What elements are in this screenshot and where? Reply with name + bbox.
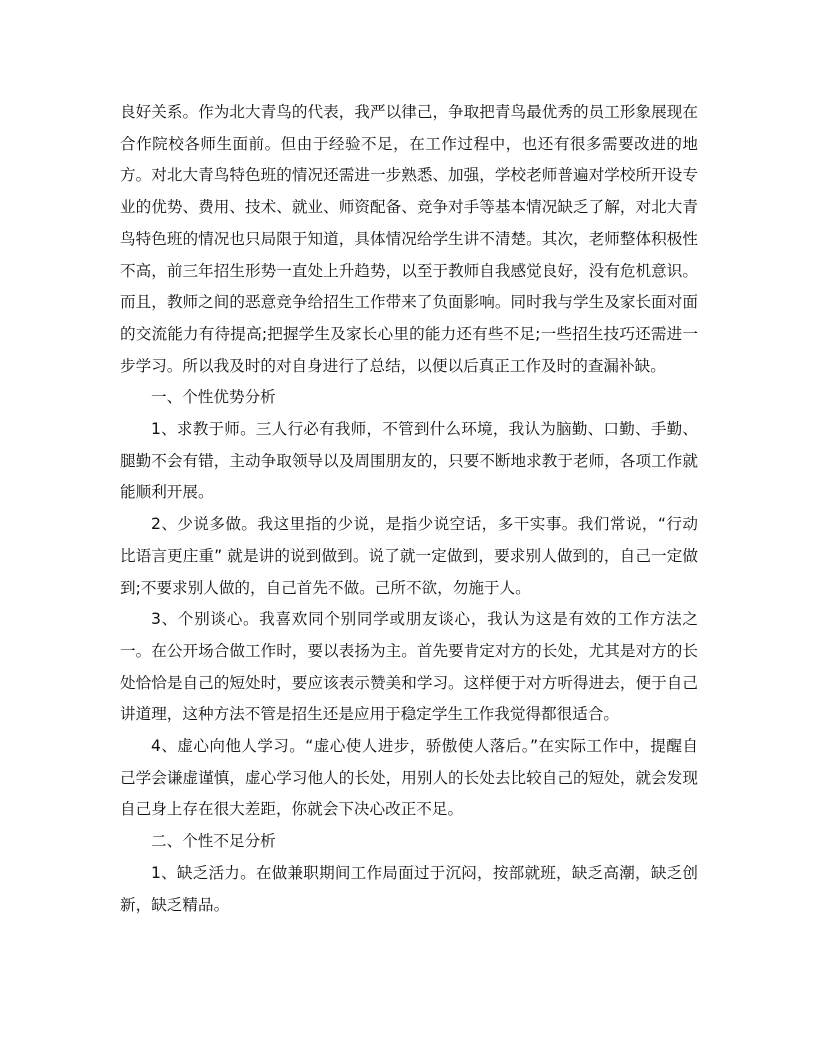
paragraph-strength-2: 2、少说多做。我这里指的少说，是指少说空话，多干实事。我们常说，“行动比语言更庄重” 就是讲的说到做到。说了就一定做到，要求别人做到的，自己一定做到;不要求别人做的，自己首先不做。己所不欲，勿施于人。 — [120, 515, 698, 597]
paragraph-continuation: 良好关系。作为北大青鸟的代表，我严以律己，争取把青鸟最优秀的员工形象展现在合作院校各师生面前。但由于经验不足，在工作过程中，也还有很多需要改进的地方。对北大青鸟特色班的情况还需进一步熟悉、加强，学校老师普遍对学校所开设专业的优势、费用、技术、就业、师资配备、竞争对手等基本情况缺乏了解，对北大青鸟特色班的情况也只局限于知道，具体情况给学生讲不清楚。其次，老师整体积极性不高，前三年招生形势一直处上升趋势，以至于教师自我感觉良好，没有危机意识。而且，教师之间的恶意竞争给招生工作带来了负面影响。同时我与学生及家长面对面的交流能力有待提高;把握学生及家长心里的能力还有些不足;一些招生技巧还需进一步学习。所以我及时的对自身进行了总结，以便以后真正工作及时的查漏补缺。 — [120, 103, 698, 375]
paragraph-strength-3: 3、个别谈心。我喜欢同个别同学或朋友谈心，我认为这是有效的工作方法之一。在公开场合做工作时，要以表扬为主。首先要肯定对方的长处，尤其是对方的长处恰恰是自己的短处时，要应该表示赞美和学习。这样便于对方听得进去，便于自己讲道理，这种方法不管是招生还是应用于稳定学生工作我觉得都很适合。 — [120, 610, 698, 724]
document-body — [120, 97, 698, 921]
paragraph-strength-4: 4、虚心向他人学习。“虚心使人进步，骄傲使人落后。”在实际工作中，提醒自己学会谦虚谨慎，虚心学习他人的长处，用别人的长处去比较自己的短处，就会发现自己身上存在很大差距，你就会下决心改正不足。 — [120, 737, 698, 819]
section-heading-weaknesses: 二、个性不足分析 — [151, 832, 276, 851]
paragraph-strength-1: 1、求教于师。三人行必有我师，不管到什么环境，我认为脑勤、口勤、手勤、腿勤不会有错，主动争取领导以及周围朋友的，只要不断地求教于老师，各项工作就能顺利开展。 — [120, 420, 698, 502]
section-heading-strengths: 一、个性优势分析 — [151, 388, 276, 407]
paragraph-weakness-1: 1、缺乏活力。在做兼职期间工作局面过于沉闷，按部就班，缺乏高潮，缺乏创新，缺乏精品。 — [120, 863, 698, 914]
